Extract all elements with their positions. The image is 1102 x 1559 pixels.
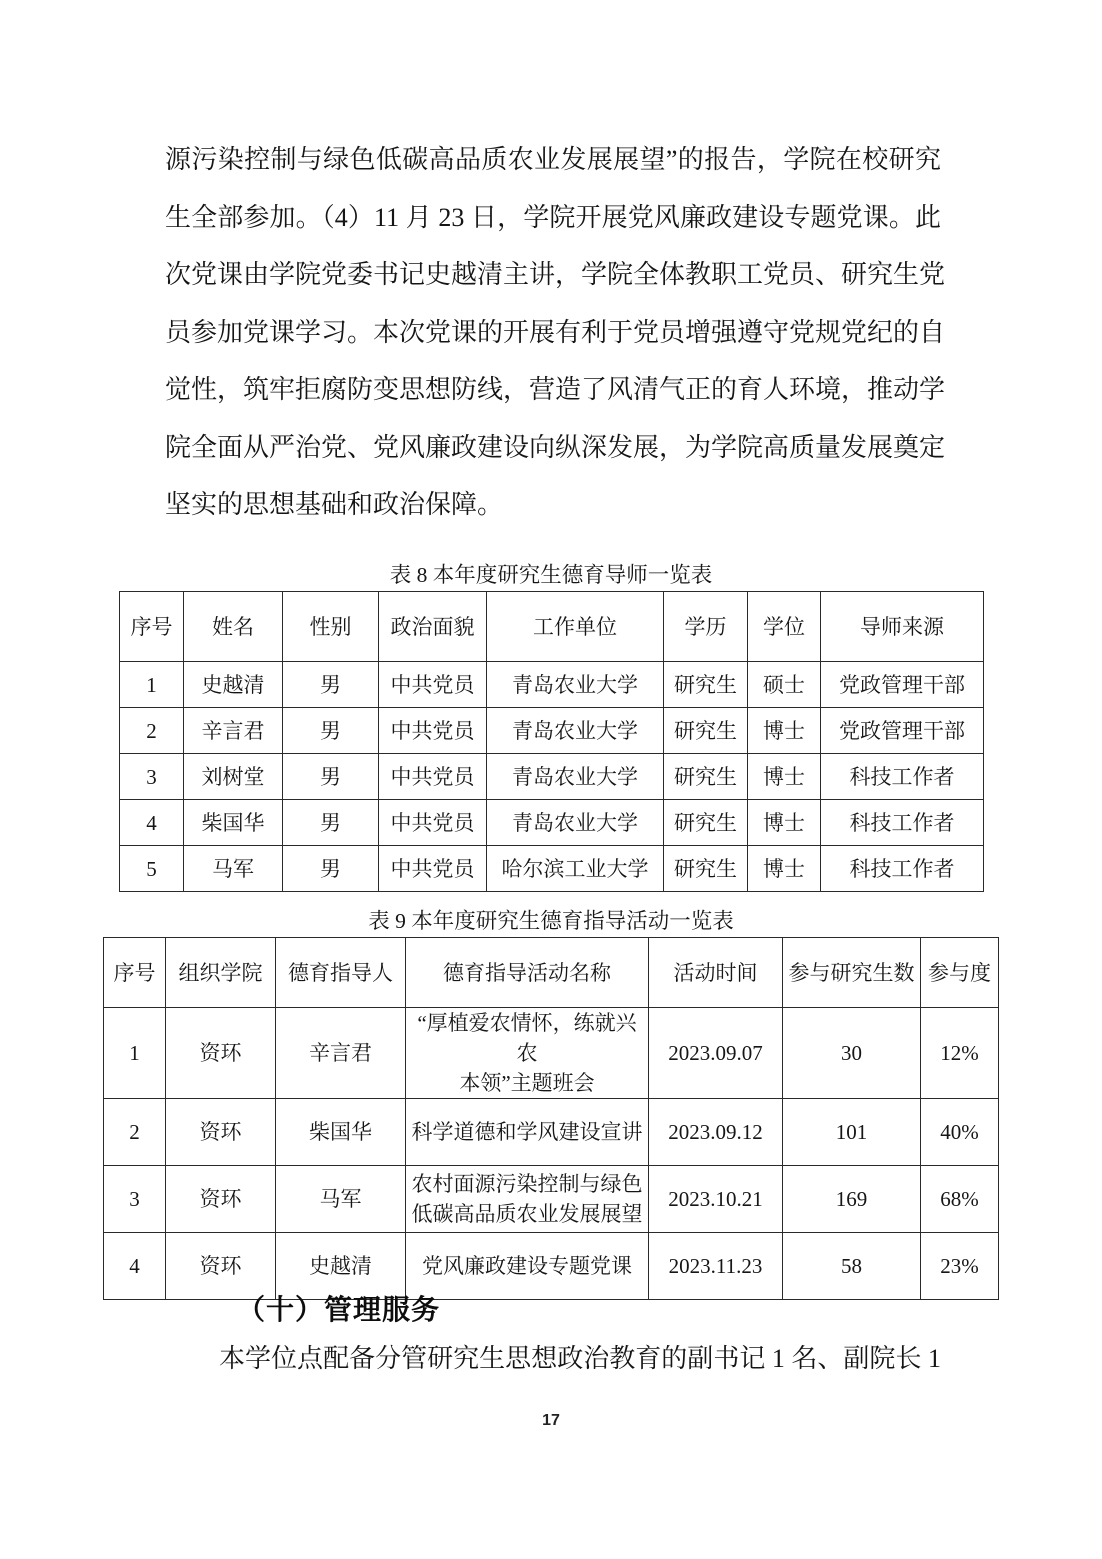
table-cell: 硕士 bbox=[748, 662, 821, 708]
table-cell: 博士 bbox=[748, 800, 821, 846]
table-cell: 博士 bbox=[748, 708, 821, 754]
table-row bbox=[104, 1099, 999, 1166]
table-cell: 研究生 bbox=[664, 662, 748, 708]
column-header: 参与研究生数 bbox=[783, 938, 921, 1008]
table-cell: 资环 bbox=[166, 1233, 276, 1300]
table-cell: 中共党员 bbox=[379, 662, 487, 708]
table-cell: 辛言君 bbox=[184, 708, 283, 754]
table-cell: 研究生 bbox=[664, 846, 748, 892]
activity-table bbox=[103, 937, 999, 1300]
closing-paragraph-line: 本学位点配备分管研究生思想政治教育的副书记 1 名、副院长 1 bbox=[219, 1344, 941, 1373]
table-cell: 青岛农业大学 bbox=[487, 708, 664, 754]
table-cell: 党风廉政建设专题党课 bbox=[406, 1233, 649, 1300]
table-cell: 史越清 bbox=[184, 662, 283, 708]
table-row bbox=[104, 1166, 999, 1233]
table-cell: 柴国华 bbox=[184, 800, 283, 846]
table9-caption: 表 9 本年度研究生德育指导活动一览表 bbox=[368, 909, 734, 933]
table-cell: 党政管理干部 bbox=[821, 708, 984, 754]
body-paragraph bbox=[165, 131, 946, 534]
paragraph-line: 生全部参加。（4）11 月 23 日，学院开展党风廉政建设专题党课。此 bbox=[165, 202, 941, 232]
table-cell: 男 bbox=[283, 800, 379, 846]
column-header: 参与度 bbox=[921, 938, 999, 1008]
table-cell: 1 bbox=[104, 1008, 166, 1099]
column-header: 学历 bbox=[664, 592, 748, 662]
table-cell: 研究生 bbox=[664, 754, 748, 800]
table-cell: 2 bbox=[104, 1099, 166, 1166]
table-cell: 科学道德和学风建设宣讲 bbox=[406, 1099, 649, 1166]
table-cell: 辛言君 bbox=[276, 1008, 406, 1099]
table8-caption: 表 8 本年度研究生德育导师一览表 bbox=[389, 563, 713, 587]
table-cell: 1 bbox=[120, 662, 184, 708]
column-header: 序号 bbox=[104, 938, 166, 1008]
table-row bbox=[120, 800, 984, 846]
table-cell: 3 bbox=[120, 754, 184, 800]
paragraph-line: 次党课由学院党委书记史越清主讲，学院全体教职工党员、研究生党 bbox=[165, 260, 946, 289]
table-cell: 刘树堂 bbox=[184, 754, 283, 800]
table-cell: 马军 bbox=[276, 1166, 406, 1233]
table-cell: 党政管理干部 bbox=[821, 662, 984, 708]
table-cell: 2 bbox=[120, 708, 184, 754]
table-cell: 男 bbox=[283, 708, 379, 754]
table-cell: 科技工作者 bbox=[821, 800, 984, 846]
paragraph-line: 觉性，筑牢拒腐防变思想防线，营造了风清气正的育人环境，推动学 bbox=[165, 375, 946, 404]
table-cell: 青岛农业大学 bbox=[487, 662, 664, 708]
column-header: 性别 bbox=[283, 592, 379, 662]
table-cell: 2023.10.21 bbox=[649, 1166, 783, 1233]
table-cell: 101 bbox=[783, 1099, 921, 1166]
table-cell: 12% bbox=[921, 1008, 999, 1099]
table-cell: 资环 bbox=[166, 1008, 276, 1099]
table-cell: 40% bbox=[921, 1099, 999, 1166]
column-header: 学位 bbox=[748, 592, 821, 662]
table-cell: 史越清 bbox=[276, 1233, 406, 1300]
column-header: 德育指导活动名称 bbox=[406, 938, 649, 1008]
table-cell: 博士 bbox=[748, 754, 821, 800]
table-cell: 研究生 bbox=[664, 800, 748, 846]
table-cell: 3 bbox=[104, 1166, 166, 1233]
table-cell: 男 bbox=[283, 754, 379, 800]
column-header: 序号 bbox=[120, 592, 184, 662]
table-row bbox=[104, 1008, 999, 1099]
table-header-row bbox=[120, 592, 984, 662]
table-cell: 58 bbox=[783, 1233, 921, 1300]
table-cell: 2023.09.07 bbox=[649, 1008, 783, 1099]
table-cell: 哈尔滨工业大学 bbox=[487, 846, 664, 892]
table-cell: 4 bbox=[120, 800, 184, 846]
table-cell: 中共党员 bbox=[379, 846, 487, 892]
table-row bbox=[120, 754, 984, 800]
table-row bbox=[120, 846, 984, 892]
table-cell: 农村面源污染控制与绿色 低碳高品质农业发展展望 bbox=[406, 1166, 649, 1233]
table-cell: 23% bbox=[921, 1233, 999, 1300]
table-cell: 青岛农业大学 bbox=[487, 754, 664, 800]
column-header: 工作单位 bbox=[487, 592, 664, 662]
table-cell: 2023.09.12 bbox=[649, 1099, 783, 1166]
table-row bbox=[120, 708, 984, 754]
table-cell: 4 bbox=[104, 1233, 166, 1300]
column-header: 姓名 bbox=[184, 592, 283, 662]
table-cell: 马军 bbox=[184, 846, 283, 892]
table-cell: 博士 bbox=[748, 846, 821, 892]
paragraph-line: 员参加党课学习。本次党课的开展有利于党员增强遵守党规党纪的自 bbox=[165, 317, 946, 347]
table-cell: 男 bbox=[283, 662, 379, 708]
table-cell: 青岛农业大学 bbox=[487, 800, 664, 846]
table-cell: 男 bbox=[283, 846, 379, 892]
table-cell: “厚植爱农情怀，练就兴农 本领”主题班会 bbox=[406, 1008, 649, 1099]
column-header: 组织学院 bbox=[166, 938, 276, 1008]
paragraph-line: 坚实的思想基础和政治保障。 bbox=[165, 490, 504, 519]
paragraph-line: 源污染控制与绿色低碳高品质农业发展展望”的报告，学院在校研究 bbox=[165, 145, 941, 174]
table-cell: 2023.11.23 bbox=[649, 1233, 783, 1300]
table-header-row bbox=[104, 938, 999, 1008]
table-cell: 169 bbox=[783, 1166, 921, 1233]
table-cell: 中共党员 bbox=[379, 754, 487, 800]
table-cell: 68% bbox=[921, 1166, 999, 1233]
table-row bbox=[120, 662, 984, 708]
table-cell: 科技工作者 bbox=[821, 754, 984, 800]
section-heading: （十）管理服务 bbox=[237, 1294, 441, 1325]
column-header: 政治面貌 bbox=[379, 592, 487, 662]
paragraph-line: 院全面从严治党、党风廉政建设向纵深发展，为学院高质量发展奠定 bbox=[165, 432, 946, 462]
page-number: 17 bbox=[542, 1412, 560, 1429]
table-cell: 30 bbox=[783, 1008, 921, 1099]
table-cell: 中共党员 bbox=[379, 708, 487, 754]
mentor-table bbox=[119, 591, 984, 892]
column-header: 德育指导人 bbox=[276, 938, 406, 1008]
table-cell: 5 bbox=[120, 846, 184, 892]
table-cell: 柴国华 bbox=[276, 1099, 406, 1166]
table-cell: 科技工作者 bbox=[821, 846, 984, 892]
table-cell: 研究生 bbox=[664, 708, 748, 754]
table-cell: 中共党员 bbox=[379, 800, 487, 846]
column-header: 导师来源 bbox=[821, 592, 984, 662]
table-cell: 资环 bbox=[166, 1099, 276, 1166]
column-header: 活动时间 bbox=[649, 938, 783, 1008]
table-cell: 资环 bbox=[166, 1166, 276, 1233]
